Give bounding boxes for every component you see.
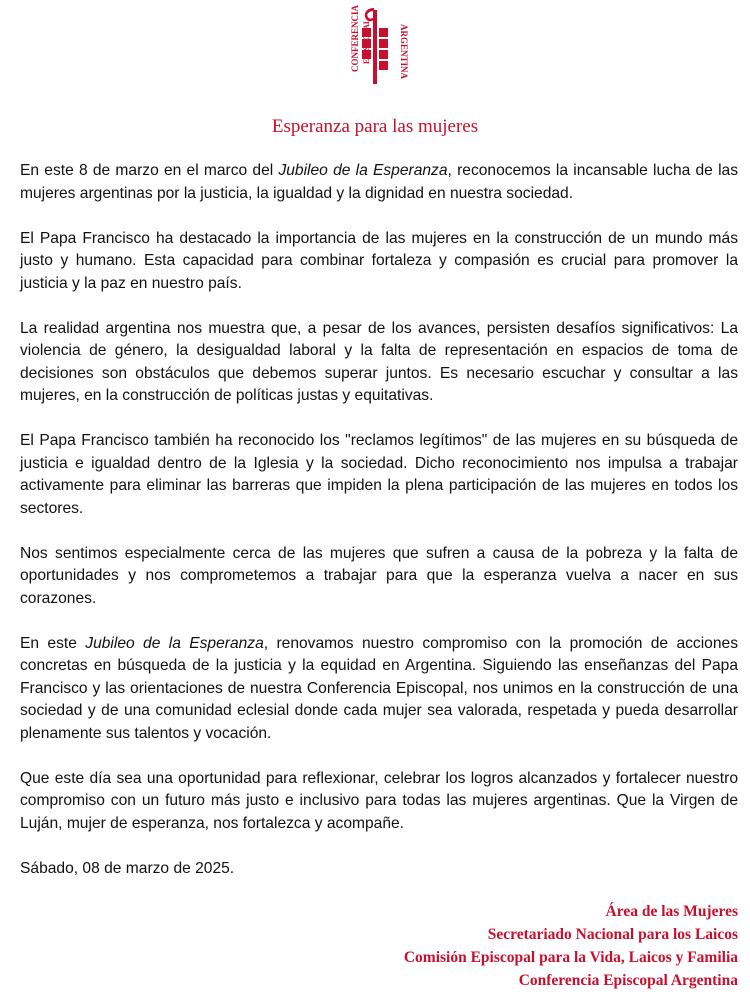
paragraph-4: El Papa Francisco también ha reconocido los "reclamos legítimos" de las mujeres en su búsqueda de justicia e igualdad dentro de la Iglesia y la sociedad. Dicho reconocimiento nos impulsa a trabajar activamente para eliminar las barreras que impiden la plena participación de las mujeres en todos los sectores.: [20, 432, 738, 517]
paragraph-6-emphasis: Jubileo de la Esperanza: [85, 634, 264, 652]
paragraph-3: La realidad argentina nos muestra que, a pesar de los avances, persisten desafíos significativos: La violencia de género, la desigualdad laboral y la falta de representación en espacios de toma de decisiones son obstáculos que debemos superar juntos. Es necesario escuchar y consultar a las mujeres, en la construcción de políticas justas y equitativas.: [20, 319, 738, 404]
logo-right-text: ARGENTINA: [399, 24, 409, 80]
document-title: Esperanza para las mujeres: [271, 116, 479, 137]
paragraph-1-text-start: En este 8 de marzo en el marco del: [20, 162, 279, 179]
paragraph-5: Nos sentimos especialmente cerca de las mujeres que sufren a causa de la pobreza y la falta de oportunidades y nos comprometemos a trabajar para que la esperanza vuelva a nacer en sus corazones.: [20, 544, 738, 607]
paragraph-2: El Papa Francisco ha destacado la importancia de las mujeres en la construcción de un mundo más justo y humano. Esta capacidad para combinar fortaleza y compasión es crucial para promover la justicia y la paz en nuestro país.: [20, 229, 738, 292]
paragraph-6-text-start: En este: [20, 634, 86, 652]
episcopal-conference-logo: [344, 4, 410, 86]
paragraph-1-text-end: , reconocemos la incansable lucha de las mujeres argentinas por la justicia, la igualdad y la dignidad en nuestra sociedad.: [20, 162, 739, 202]
signature-line: Secretariado Nacional para los Laicos: [487, 926, 738, 943]
paragraph-6-text-end: , renovamos nuestro compromiso con la promoción de acciones concretas en búsqueda de la justicia y la equidad en Argentina. Siguiendo las enseñanzas del Papa Francisco y las orientaciones de nuestra Conferencia Episcopal, nos unimos en la construcción de una sociedad y de una comunidad eclesial donde cada mujer sea valorada, respetada y pueda desarrollar plenamente sus talentos y vocación.: [20, 634, 738, 742]
signature-line: Área de las Mujeres: [605, 903, 738, 920]
document-date: Sábado, 08 de marzo de 2025.: [20, 859, 235, 877]
paragraph-6: [20, 633, 738, 746]
signature-line: Comisión Episcopal para la Vida, Laicos y Familia: [403, 949, 738, 966]
signature-block: [404, 900, 738, 992]
paragraph-7: Que este día sea una oportunidad para reflexionar, celebrar los logros alcanzados y fortalecer nuestro compromiso con un futuro más justo e inclusivo para todas las mujeres argentinas. Que la Virgen de Luján, mujer de esperanza, nos fortalezca y acompañe.: [20, 769, 738, 832]
logo-left-text: CONFERENCIA: [350, 4, 360, 72]
document-body: [20, 160, 738, 903]
paragraph-1: [20, 160, 738, 205]
signature-line: Conferencia Episcopal Argentina: [518, 972, 738, 989]
paragraph-1-emphasis: Jubileo de la Esperanza: [278, 162, 448, 179]
